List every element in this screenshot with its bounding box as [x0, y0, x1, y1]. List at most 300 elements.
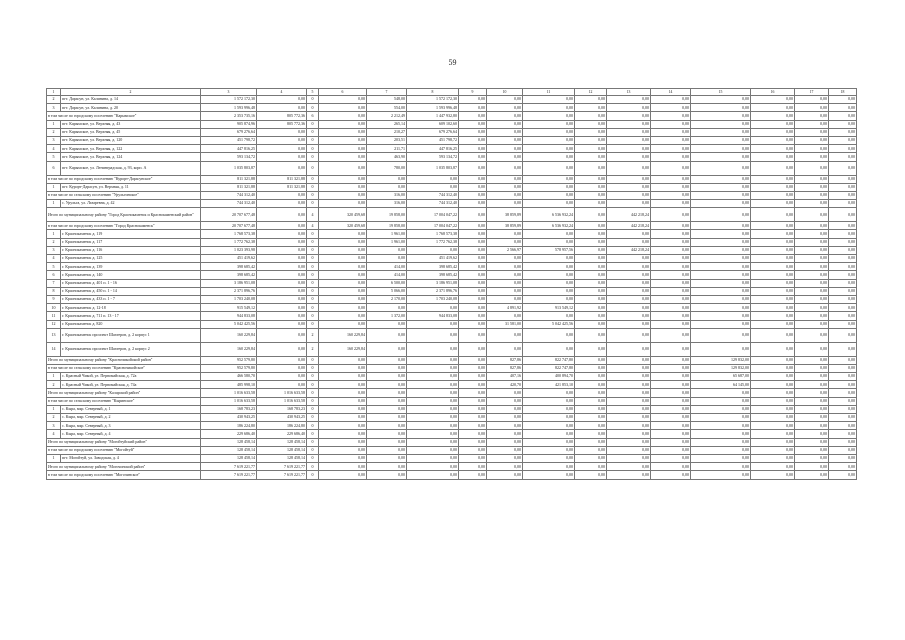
cell-col-6: 0,00 — [319, 136, 367, 144]
cell-col-11: 0,00 — [523, 96, 575, 104]
cell-col-7: 19 858,00 — [367, 208, 407, 222]
cell-col-4: 0,00 — [257, 246, 307, 254]
cell-col-6: 0,00 — [319, 104, 367, 112]
cell-col-5: 0 — [307, 438, 319, 446]
cell-col-9: 0,00 — [459, 96, 487, 104]
cell-col-15: 0,00 — [691, 271, 751, 279]
cell-col-6: 160 229,84 — [319, 342, 367, 356]
cell-col-18: 0,00 — [829, 414, 857, 422]
cell-col-12: 0,00 — [575, 255, 607, 263]
cell-col-18: 0,00 — [829, 145, 857, 153]
cell-col-13: 0,00 — [607, 161, 651, 175]
row-number: 1 — [47, 454, 61, 462]
cell-col-15: 0,00 — [691, 389, 751, 397]
building-address: пгт. Карымское, ул. Верхняя, д. 120 — [61, 136, 201, 144]
cell-col-10: 0,00 — [487, 389, 523, 397]
building-address: с. Красный Чикой, ул. Первомайская, д. 74а — [61, 381, 201, 389]
cell-col-4: 805 772,36 — [257, 112, 307, 120]
table-row — [47, 381, 857, 389]
cell-col-11: 0,00 — [523, 161, 575, 175]
column-number-13: 13 — [607, 89, 651, 96]
cell-col-4: 0,00 — [257, 153, 307, 161]
cell-col-15: 0,00 — [691, 454, 751, 462]
cell-col-6: 0,00 — [319, 356, 367, 364]
cell-col-11: 0,00 — [523, 255, 575, 263]
cell-col-7: 0,00 — [367, 463, 407, 471]
cell-col-17: 0,00 — [795, 96, 829, 104]
building-address: г. Краснокаменск д. 139 — [61, 263, 201, 271]
table-row — [47, 342, 857, 356]
header-number-row — [47, 89, 857, 96]
cell-col-5: 0 — [307, 183, 319, 191]
cell-col-12: 0,00 — [575, 397, 607, 405]
cell-col-13: 0,00 — [607, 145, 651, 153]
cell-col-5: 0 — [307, 161, 319, 175]
cell-col-16: 0,00 — [751, 328, 795, 342]
cell-col-9: 0,00 — [459, 446, 487, 454]
cell-col-7: 0,00 — [367, 405, 407, 413]
cell-col-16: 0,00 — [751, 230, 795, 238]
column-number-11: 11 — [523, 89, 575, 96]
cell-col-8: 0,00 — [407, 430, 459, 438]
cell-col-13: 0,00 — [607, 320, 651, 328]
table-row — [47, 161, 857, 175]
cell-col-12: 0,00 — [575, 136, 607, 144]
cell-col-11: 0,00 — [523, 430, 575, 438]
cell-col-9: 0,00 — [459, 304, 487, 312]
cell-col-3: 944 833,08 — [201, 312, 257, 320]
cell-col-18: 0,00 — [829, 112, 857, 120]
table-row — [47, 128, 857, 136]
cell-col-15: 0,00 — [691, 246, 751, 254]
settlement-subtotal-row — [47, 175, 857, 183]
building-address: с. Кыра, мкр. Северный, д. 2 — [61, 414, 201, 422]
cell-col-12: 0,00 — [575, 145, 607, 153]
table-row — [47, 153, 857, 161]
cell-col-17: 0,00 — [795, 422, 829, 430]
cell-col-13: 0,00 — [607, 96, 651, 104]
cell-col-4: 0,00 — [257, 263, 307, 271]
building-address: г. Краснокаменск д. 12-18 — [61, 304, 201, 312]
cell-col-11: 0,00 — [523, 446, 575, 454]
cell-col-3: 593 134,72 — [201, 153, 257, 161]
cell-col-15: 0,00 — [691, 342, 751, 356]
cell-col-17: 0,00 — [795, 271, 829, 279]
cell-col-5: 0 — [307, 397, 319, 405]
cell-col-11: 0,00 — [523, 230, 575, 238]
cell-col-3: 915 549,12 — [201, 304, 257, 312]
cell-col-15: 0,00 — [691, 463, 751, 471]
cell-col-15: 0,00 — [691, 471, 751, 479]
cell-col-11: 6 536 932,24 — [523, 208, 575, 222]
cell-col-7: 203,51 — [367, 136, 407, 144]
cell-col-13: 442 218,24 — [607, 222, 651, 230]
budget-table — [46, 88, 857, 480]
cell-col-4: 1 016 633,58 — [257, 397, 307, 405]
cell-col-3: 811 321,88 — [201, 175, 257, 183]
row-number: 1 — [47, 373, 61, 381]
cell-col-17: 0,00 — [795, 446, 829, 454]
cell-col-16: 0,00 — [751, 208, 795, 222]
cell-col-13: 0,00 — [607, 230, 651, 238]
cell-col-11: 0,00 — [523, 295, 575, 303]
cell-col-3: 451 419,62 — [201, 255, 257, 263]
cell-col-12: 0,00 — [575, 356, 607, 364]
cell-col-11: 578 957,56 — [523, 246, 575, 254]
cell-col-6: 0,00 — [319, 422, 367, 430]
cell-col-13: 0,00 — [607, 422, 651, 430]
cell-col-7: 780,00 — [367, 161, 407, 175]
table-row — [47, 145, 857, 153]
cell-col-11: 0,00 — [523, 191, 575, 199]
cell-col-17: 0,00 — [795, 414, 829, 422]
district-total-row — [47, 389, 857, 397]
cell-col-15: 0,00 — [691, 153, 751, 161]
cell-col-10: 0,00 — [487, 397, 523, 405]
cell-col-17: 0,00 — [795, 263, 829, 271]
cell-col-4: 168 783,23 — [257, 405, 307, 413]
row-number: 13 — [47, 328, 61, 342]
cell-col-15: 0,00 — [691, 230, 751, 238]
column-number-5: 5 — [307, 89, 319, 96]
cell-col-6: 0,00 — [319, 389, 367, 397]
cell-col-3: 160 229,84 — [201, 342, 257, 356]
row-number: 4 — [47, 430, 61, 438]
cell-col-6: 0,00 — [319, 238, 367, 246]
cell-col-5: 0 — [307, 454, 319, 462]
cell-col-8: 1 447 932,80 — [407, 112, 459, 120]
cell-col-16: 0,00 — [751, 200, 795, 208]
cell-col-10: 0,00 — [487, 438, 523, 446]
cell-col-9: 0,00 — [459, 161, 487, 175]
cell-col-3: 1 572 172,30 — [201, 96, 257, 104]
cell-col-12: 0,00 — [575, 175, 607, 183]
cell-col-12: 0,00 — [575, 183, 607, 191]
cell-col-7: 0,00 — [367, 430, 407, 438]
cell-col-12: 0,00 — [575, 96, 607, 104]
column-number-1: 1 — [47, 89, 61, 96]
cell-col-12: 0,00 — [575, 405, 607, 413]
cell-col-8: 3 186 951,08 — [407, 279, 459, 287]
cell-col-14: 0,00 — [651, 397, 691, 405]
cell-col-10: 0,00 — [487, 145, 523, 153]
cell-col-18: 0,00 — [829, 422, 857, 430]
column-number-12: 12 — [575, 89, 607, 96]
cell-col-10: 0,00 — [487, 136, 523, 144]
cell-col-13: 0,00 — [607, 364, 651, 372]
row-number: 3 — [47, 246, 61, 254]
cell-col-16: 0,00 — [751, 255, 795, 263]
cell-col-10: 0,00 — [487, 263, 523, 271]
building-address: г. Краснокаменск д. 433 п. 1 - 7 — [61, 295, 201, 303]
cell-col-5: 0 — [307, 320, 319, 328]
cell-col-12: 0,00 — [575, 304, 607, 312]
table-row — [47, 328, 857, 342]
cell-col-4: 0,00 — [257, 136, 307, 144]
cell-col-16: 0,00 — [751, 136, 795, 144]
cell-col-14: 0,00 — [651, 320, 691, 328]
cell-col-15: 0,00 — [691, 120, 751, 128]
cell-col-11: 0,00 — [523, 438, 575, 446]
table-row — [47, 183, 857, 191]
cell-col-15: 0,00 — [691, 183, 751, 191]
cell-col-14: 0,00 — [651, 312, 691, 320]
column-number-16: 16 — [751, 89, 795, 96]
cell-col-5: 2 — [307, 342, 319, 356]
cell-col-13: 0,00 — [607, 430, 651, 438]
cell-col-10: 0,00 — [487, 255, 523, 263]
building-address: г. Краснокаменск д. 119 — [61, 230, 201, 238]
cell-col-12: 0,00 — [575, 230, 607, 238]
cell-col-17: 0,00 — [795, 287, 829, 295]
cell-col-18: 0,00 — [829, 230, 857, 238]
cell-col-8: 1 768 573,38 — [407, 230, 459, 238]
cell-col-7: 265,14 — [367, 120, 407, 128]
cell-col-6: 0,00 — [319, 161, 367, 175]
row-number: 9 — [47, 295, 61, 303]
cell-col-9: 0,00 — [459, 222, 487, 230]
cell-col-3: 485 998,10 — [201, 381, 257, 389]
cell-col-15: 0,00 — [691, 430, 751, 438]
cell-col-13: 442 218,24 — [607, 246, 651, 254]
cell-col-9: 0,00 — [459, 136, 487, 144]
cell-col-14: 0,00 — [651, 136, 691, 144]
cell-col-17: 0,00 — [795, 454, 829, 462]
cell-col-6: 0,00 — [319, 295, 367, 303]
cell-col-16: 0,00 — [751, 381, 795, 389]
cell-col-18: 0,00 — [829, 446, 857, 454]
building-address: г. Краснокаменск д. 711 п. 13 - 17 — [61, 312, 201, 320]
cell-col-16: 0,00 — [751, 463, 795, 471]
cell-col-18: 0,00 — [829, 364, 857, 372]
cell-col-6: 0,00 — [319, 96, 367, 104]
cell-col-9: 0,00 — [459, 145, 487, 153]
cell-col-6: 0,00 — [319, 263, 367, 271]
cell-col-18: 0,00 — [829, 246, 857, 254]
cell-col-13: 0,00 — [607, 454, 651, 462]
cell-col-5: 0 — [307, 356, 319, 364]
cell-col-13: 0,00 — [607, 312, 651, 320]
cell-col-17: 0,00 — [795, 397, 829, 405]
cell-col-5: 0 — [307, 104, 319, 112]
cell-col-3: 1 703 240,08 — [201, 295, 257, 303]
cell-col-17: 0,00 — [795, 320, 829, 328]
cell-col-15: 65 687,00 — [691, 373, 751, 381]
column-number-6: 6 — [319, 89, 367, 96]
cell-col-14: 0,00 — [651, 183, 691, 191]
cell-col-16: 0,00 — [751, 405, 795, 413]
cell-col-10: 0,00 — [487, 191, 523, 199]
cell-col-6: 0,00 — [319, 246, 367, 254]
column-number-2: 2 — [61, 89, 201, 96]
cell-col-15: 64 145,00 — [691, 381, 751, 389]
cell-col-11: 0,00 — [523, 200, 575, 208]
cell-col-12: 0,00 — [575, 471, 607, 479]
cell-col-13: 0,00 — [607, 463, 651, 471]
cell-col-16: 0,00 — [751, 287, 795, 295]
cell-col-14: 0,00 — [651, 104, 691, 112]
cell-col-9: 0,00 — [459, 287, 487, 295]
cell-col-16: 0,00 — [751, 414, 795, 422]
cell-col-14: 0,00 — [651, 175, 691, 183]
column-number-9: 9 — [459, 89, 487, 96]
cell-col-7: 211,71 — [367, 145, 407, 153]
cell-col-5: 0 — [307, 287, 319, 295]
cell-col-15: 0,00 — [691, 312, 751, 320]
cell-col-7: 0,00 — [367, 246, 407, 254]
cell-col-17: 0,00 — [795, 405, 829, 413]
cell-col-4: 805 772,36 — [257, 120, 307, 128]
cell-col-9: 0,00 — [459, 191, 487, 199]
cell-col-11: 5 042 425,56 — [523, 320, 575, 328]
cell-col-12: 0,00 — [575, 246, 607, 254]
cell-col-18: 0,00 — [829, 454, 857, 462]
cell-col-8: 609 102,60 — [407, 120, 459, 128]
cell-col-7: 414,00 — [367, 263, 407, 271]
cell-col-18: 0,00 — [829, 208, 857, 222]
cell-col-16: 0,00 — [751, 175, 795, 183]
cell-col-4: 0,00 — [257, 320, 307, 328]
cell-col-6: 0,00 — [319, 200, 367, 208]
cell-col-5: 0 — [307, 120, 319, 128]
cell-col-9: 0,00 — [459, 389, 487, 397]
row-number: 1 — [47, 183, 61, 191]
cell-col-17: 0,00 — [795, 381, 829, 389]
cell-col-15: 0,00 — [691, 405, 751, 413]
cell-col-10: 0,00 — [487, 161, 523, 175]
cell-col-3: 398 685,42 — [201, 263, 257, 271]
cell-col-7: 0,00 — [367, 320, 407, 328]
cell-col-5: 0 — [307, 238, 319, 246]
cell-col-10: 0,00 — [487, 471, 523, 479]
cell-col-3: 20 707 677,48 — [201, 222, 257, 230]
cell-col-8: 0,00 — [407, 422, 459, 430]
cell-col-7: 0,00 — [367, 414, 407, 422]
cell-col-8: 17 004 047,22 — [407, 222, 459, 230]
district-total-row — [47, 208, 857, 222]
settlement-label: в том числе по городскому поселению "Карымское" — [47, 112, 201, 120]
cell-col-17: 0,00 — [795, 389, 829, 397]
district-total-label: Итого по муниципальному району "Красночикойский район" — [47, 356, 201, 364]
cell-col-4: 0,00 — [257, 271, 307, 279]
cell-col-3: 466 580,70 — [201, 373, 257, 381]
cell-col-7: 554,00 — [367, 104, 407, 112]
cell-col-15: 129 832,00 — [691, 364, 751, 372]
cell-col-8: 398 685,42 — [407, 271, 459, 279]
cell-col-6: 320 459,68 — [319, 222, 367, 230]
cell-col-15: 0,00 — [691, 255, 751, 263]
cell-col-14: 0,00 — [651, 145, 691, 153]
cell-col-14: 0,00 — [651, 328, 691, 342]
cell-col-7: 0,00 — [367, 328, 407, 342]
row-number: 6 — [47, 271, 61, 279]
cell-col-16: 0,00 — [751, 312, 795, 320]
cell-col-10: 0,00 — [487, 128, 523, 136]
cell-col-17: 0,00 — [795, 104, 829, 112]
settlement-label: в том числе по сельскому поселению "Урульгинское" — [47, 191, 201, 199]
cell-col-3: 398 685,42 — [201, 271, 257, 279]
cell-col-16: 0,00 — [751, 246, 795, 254]
cell-col-6: 0,00 — [319, 145, 367, 153]
cell-col-9: 0,00 — [459, 183, 487, 191]
cell-col-17: 0,00 — [795, 295, 829, 303]
cell-col-13: 0,00 — [607, 389, 651, 397]
cell-col-12: 0,00 — [575, 191, 607, 199]
cell-col-6: 0,00 — [319, 397, 367, 405]
cell-col-7: 0,00 — [367, 356, 407, 364]
cell-col-6: 0,00 — [319, 304, 367, 312]
cell-col-5: 0 — [307, 145, 319, 153]
cell-col-6: 0,00 — [319, 320, 367, 328]
cell-col-15: 0,00 — [691, 200, 751, 208]
cell-col-13: 0,00 — [607, 271, 651, 279]
cell-col-8: 744 312,40 — [407, 200, 459, 208]
cell-col-9: 0,00 — [459, 320, 487, 328]
cell-col-14: 0,00 — [651, 230, 691, 238]
cell-col-12: 0,00 — [575, 430, 607, 438]
cell-col-8: 0,00 — [407, 389, 459, 397]
cell-col-9: 0,00 — [459, 279, 487, 287]
cell-col-3: 5 042 425,56 — [201, 320, 257, 328]
cell-col-9: 0,00 — [459, 312, 487, 320]
row-number: 4 — [47, 145, 61, 153]
cell-col-9: 0,00 — [459, 328, 487, 342]
cell-col-16: 0,00 — [751, 342, 795, 356]
cell-col-8: 0,00 — [407, 342, 459, 356]
table-row — [47, 287, 857, 295]
cell-col-14: 0,00 — [651, 342, 691, 356]
cell-col-4: 0,00 — [257, 208, 307, 222]
row-number: 6 — [47, 161, 61, 175]
cell-col-17: 0,00 — [795, 364, 829, 372]
cell-col-12: 0,00 — [575, 263, 607, 271]
cell-col-14: 0,00 — [651, 430, 691, 438]
cell-col-15: 0,00 — [691, 128, 751, 136]
cell-col-17: 0,00 — [795, 430, 829, 438]
cell-col-7: 316,00 — [367, 191, 407, 199]
cell-col-12: 0,00 — [575, 389, 607, 397]
cell-col-7: 0,00 — [367, 454, 407, 462]
cell-col-4: 128 458,14 — [257, 446, 307, 454]
budget-table-sheet — [46, 88, 856, 480]
row-number: 4 — [47, 255, 61, 263]
cell-col-10: 31 581,00 — [487, 320, 523, 328]
cell-col-11: 822 747,80 — [523, 364, 575, 372]
cell-col-12: 0,00 — [575, 200, 607, 208]
cell-col-17: 0,00 — [795, 161, 829, 175]
district-total-row — [47, 356, 857, 364]
cell-col-11: 0,00 — [523, 342, 575, 356]
district-total-label: Итого по муниципальному району "Каларский район" — [47, 389, 201, 397]
cell-col-14: 0,00 — [651, 381, 691, 389]
cell-col-11: 0,00 — [523, 271, 575, 279]
cell-col-16: 0,00 — [751, 364, 795, 372]
cell-col-14: 0,00 — [651, 287, 691, 295]
cell-col-6: 0,00 — [319, 471, 367, 479]
cell-col-3: 20 707 677,48 — [201, 208, 257, 222]
cell-col-16: 0,00 — [751, 145, 795, 153]
cell-col-5: 0 — [307, 373, 319, 381]
building-address: пгт. Могойтуй, ул. Заводская, д. 4 — [61, 454, 201, 462]
district-total-label: Итого по муниципальному району "Могойтуйский район" — [47, 438, 201, 446]
table-row — [47, 295, 857, 303]
cell-col-8: 0,00 — [407, 381, 459, 389]
district-total-row — [47, 438, 857, 446]
building-address: с. Кыра, мкр. Северный, д. 1 — [61, 405, 201, 413]
cell-col-5: 0 — [307, 304, 319, 312]
cell-col-6: 320 459,68 — [319, 208, 367, 222]
column-number-7: 7 — [367, 89, 407, 96]
